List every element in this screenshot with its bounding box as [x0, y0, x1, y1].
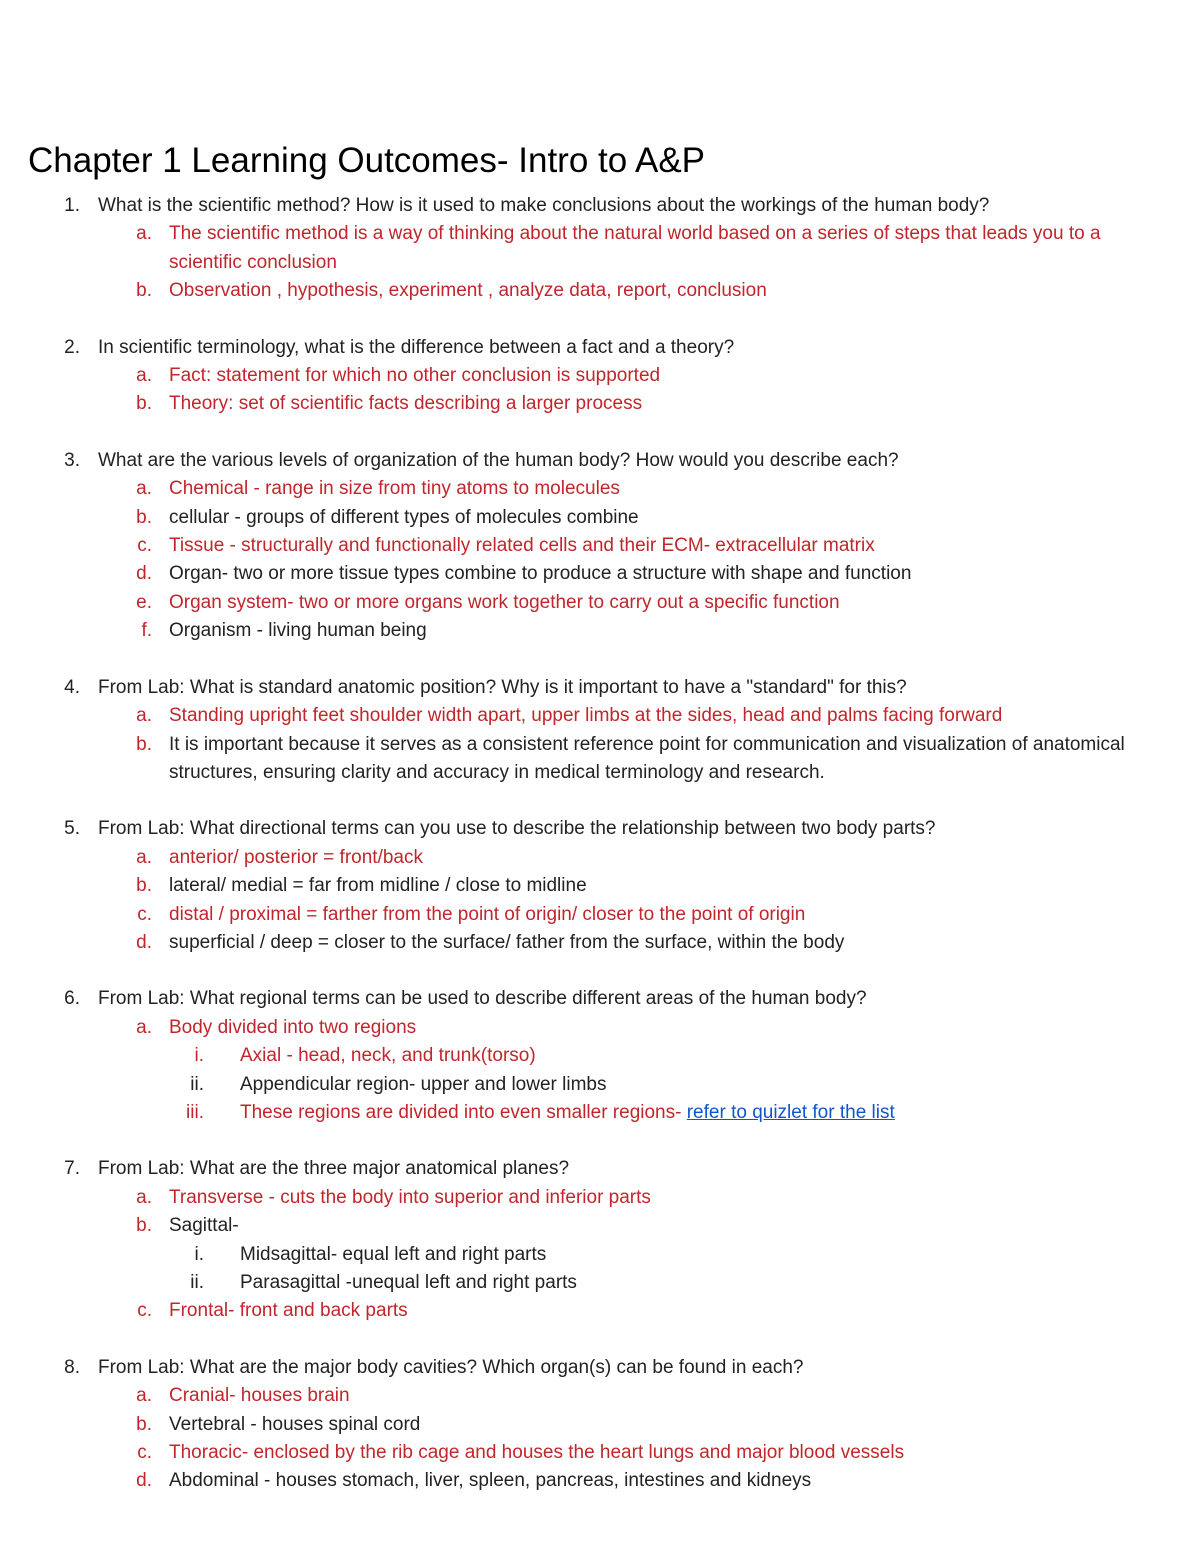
- answer-8d: [0, 1467, 1200, 1495]
- subanswer-6a-ii: [0, 1071, 1200, 1099]
- answer-5a: [0, 844, 1200, 872]
- answer-text: It is important because it serves as a consistent reference point for communication and visualization of anatomical structures, ensuring clarity and accuracy in medical terminology and research.: [169, 733, 1125, 783]
- answer-3f: [0, 617, 1200, 645]
- question-4: [0, 674, 1200, 788]
- subanswer-marker: iii.: [186, 1101, 204, 1123]
- question-number: 1.: [64, 195, 80, 216]
- answer-2a: [0, 362, 1200, 390]
- question-8-text: [0, 1354, 1200, 1382]
- answer-3d: [0, 560, 1200, 588]
- answer-text: Theory: set of scientific facts describing a larger process: [169, 393, 643, 415]
- answer-5d: [0, 929, 1200, 957]
- answer-1b: [0, 277, 1200, 305]
- question-4-text: [0, 674, 1200, 702]
- question-3-text: [0, 447, 1200, 475]
- question-7: [0, 1155, 1200, 1325]
- question-number: 6.: [64, 988, 80, 1010]
- question-1: [0, 192, 1200, 306]
- answer-marker: c.: [137, 535, 152, 557]
- answer-text: superficial / deep = closer to the surface/ father from the surface, within the body: [169, 931, 845, 953]
- page-title: Chapter 1 Learning Outcomes- Intro to A&P: [28, 141, 706, 180]
- answer-marker: e.: [136, 591, 152, 613]
- question-number: 8.: [64, 1356, 80, 1378]
- answer-marker: a.: [136, 846, 152, 868]
- answer-marker: b.: [136, 1413, 152, 1435]
- question-text: What are the various levels of organization of the human body? How would you describe each?: [98, 449, 899, 471]
- answer-marker: d.: [136, 563, 152, 585]
- answer-marker: b.: [136, 393, 152, 415]
- answer-text: Transverse - cuts the body into superior and inferior parts: [169, 1186, 651, 1208]
- question-number: 3.: [64, 449, 80, 471]
- question-6-text: [0, 985, 1200, 1013]
- question-7-text: [0, 1155, 1200, 1183]
- answer-7b: [0, 1212, 1200, 1240]
- answer-text: Fact: statement for which no other conclusion is supported: [169, 365, 661, 387]
- answer-marker: a.: [136, 478, 152, 500]
- answer-marker: d.: [136, 931, 152, 953]
- question-number: 2.: [64, 336, 80, 358]
- question-text: From Lab: What is standard anatomic position? Why is it important to have a "standard" for this?: [98, 676, 907, 698]
- subanswer-text: These regions are divided into even smaller regions-: [240, 1101, 682, 1123]
- answer-marker: a.: [136, 705, 152, 727]
- question-text: From Lab: What regional terms can be used to describe different areas of the human body?: [98, 988, 867, 1010]
- answer-text: Thoracic- enclosed by the rib cage and houses the heart lungs and major blood vessels: [169, 1442, 905, 1464]
- answer-2b: [0, 390, 1200, 418]
- answer-text: Body divided into two regions: [169, 1016, 417, 1038]
- question-text: In scientific terminology, what is the difference between a fact and a theory?: [98, 336, 735, 358]
- answer-3a: [0, 475, 1200, 503]
- subanswer-marker: ii.: [190, 1272, 204, 1293]
- subanswer-text: Midsagittal- equal left and right parts: [240, 1243, 547, 1265]
- answer-3e: [0, 589, 1200, 617]
- subanswer-text: Axial - head, neck, and trunk(torso): [240, 1045, 536, 1067]
- answer-5c: [0, 901, 1200, 929]
- answer-text: Organism - living human being: [169, 620, 427, 642]
- answer-text: Standing upright feet shoulder width apart, upper limbs at the sides, head and palms facing forward: [169, 705, 1003, 727]
- answer-marker: a.: [136, 1186, 152, 1208]
- question-text: What is the scientific method? How is it used to make conclusions about the workings of the human body?: [98, 195, 990, 216]
- answer-marker: c.: [137, 1300, 152, 1322]
- answer-marker: a.: [136, 365, 152, 387]
- answer-7a: [0, 1184, 1200, 1212]
- subanswer-7b-ii: [0, 1269, 1200, 1297]
- answer-text: Abdominal - houses stomach, liver, spleen, pancreas, intestines and kidneys: [169, 1470, 812, 1492]
- answer-marker: c.: [137, 903, 152, 925]
- document-body: [0, 192, 1200, 1524]
- answer-text: Frontal- front and back parts: [169, 1300, 408, 1322]
- answer-marker: a.: [136, 1385, 152, 1407]
- answer-marker: b.: [136, 875, 152, 897]
- answer-marker: b.: [136, 733, 152, 755]
- subanswer-marker: ii.: [190, 1073, 204, 1095]
- answer-text: Organ system- two or more organs work together to carry out a specific function: [169, 591, 840, 613]
- subanswer-marker: i.: [194, 1243, 204, 1265]
- answer-8a: [0, 1382, 1200, 1410]
- question-text: From Lab: What are the three major anatomical planes?: [98, 1158, 570, 1180]
- question-text: From Lab: What are the major body cavities? Which organ(s) can be found in each?: [98, 1356, 804, 1378]
- answer-marker: a.: [136, 223, 152, 245]
- answer-marker: b.: [136, 506, 152, 528]
- answer-text: Vertebral - houses spinal cord: [169, 1413, 421, 1435]
- answer-text: Chemical - range in size from tiny atoms to molecules: [169, 478, 620, 500]
- subanswer-6a-i: [0, 1042, 1200, 1070]
- answer-1a: [0, 220, 1200, 277]
- answer-text: Organ- two or more tissue types combine to produce a structure with shape and function: [169, 563, 912, 585]
- answer-marker: b.: [136, 280, 152, 302]
- question-number: 4.: [64, 676, 80, 698]
- answer-8b: [0, 1411, 1200, 1439]
- answer-marker: b.: [136, 1215, 152, 1237]
- answer-text: lateral/ medial = far from midline / close to midline: [169, 875, 587, 897]
- question-6: [0, 985, 1200, 1127]
- question-text: From Lab: What directional terms can you use to describe the relationship between two body parts?: [98, 818, 936, 840]
- question-5-text: [0, 815, 1200, 843]
- answer-text: cellular - groups of different types of molecules combine: [169, 506, 639, 528]
- answer-text: distal / proximal = farther from the point of origin/ closer to the point of origin: [169, 903, 806, 925]
- question-number: 7.: [64, 1158, 80, 1180]
- question-2: [0, 334, 1200, 419]
- question-1-text: [0, 192, 1200, 220]
- answer-8c: [0, 1439, 1200, 1467]
- answer-6a: [0, 1014, 1200, 1042]
- subanswer-text: Parasagittal -unequal left and right parts: [240, 1272, 577, 1293]
- answer-marker: d.: [136, 1470, 152, 1492]
- answer-text: Sagittal-: [169, 1215, 239, 1237]
- answer-marker: c.: [137, 1442, 152, 1464]
- answer-3b: [0, 504, 1200, 532]
- answer-text: Cranial- houses brain: [169, 1385, 350, 1407]
- answer-marker: f.: [141, 620, 152, 642]
- question-number: 5.: [64, 818, 80, 840]
- answer-4a: [0, 702, 1200, 730]
- question-3: [0, 447, 1200, 646]
- question-5: [0, 815, 1200, 957]
- subanswer-6a-iii: [0, 1099, 1200, 1127]
- question-8: [0, 1354, 1200, 1496]
- answer-text: anterior/ posterior = front/back: [169, 846, 423, 868]
- answer-text: Tissue - structurally and functionally related cells and their ECM- extracellular matrix: [169, 535, 875, 557]
- answer-3c: [0, 532, 1200, 560]
- quizlet-link[interactable]: refer to quizlet for the list: [686, 1101, 895, 1123]
- subanswer-text: Appendicular region- upper and lower limbs: [240, 1073, 607, 1095]
- answer-5b: [0, 872, 1200, 900]
- answer-text: Observation , hypothesis, experiment , analyze data, report, conclusion: [169, 280, 767, 302]
- answer-7c: [0, 1297, 1200, 1325]
- subanswer-7b-i: [0, 1241, 1200, 1269]
- answer-4b: [0, 731, 1200, 788]
- subanswer-marker: i.: [194, 1045, 204, 1067]
- question-2-text: [0, 334, 1200, 362]
- answer-text: The scientific method is a way of thinking about the natural world based on a series of steps that leads you to a scientific conclusion: [169, 223, 1101, 273]
- answer-marker: a.: [136, 1016, 152, 1038]
